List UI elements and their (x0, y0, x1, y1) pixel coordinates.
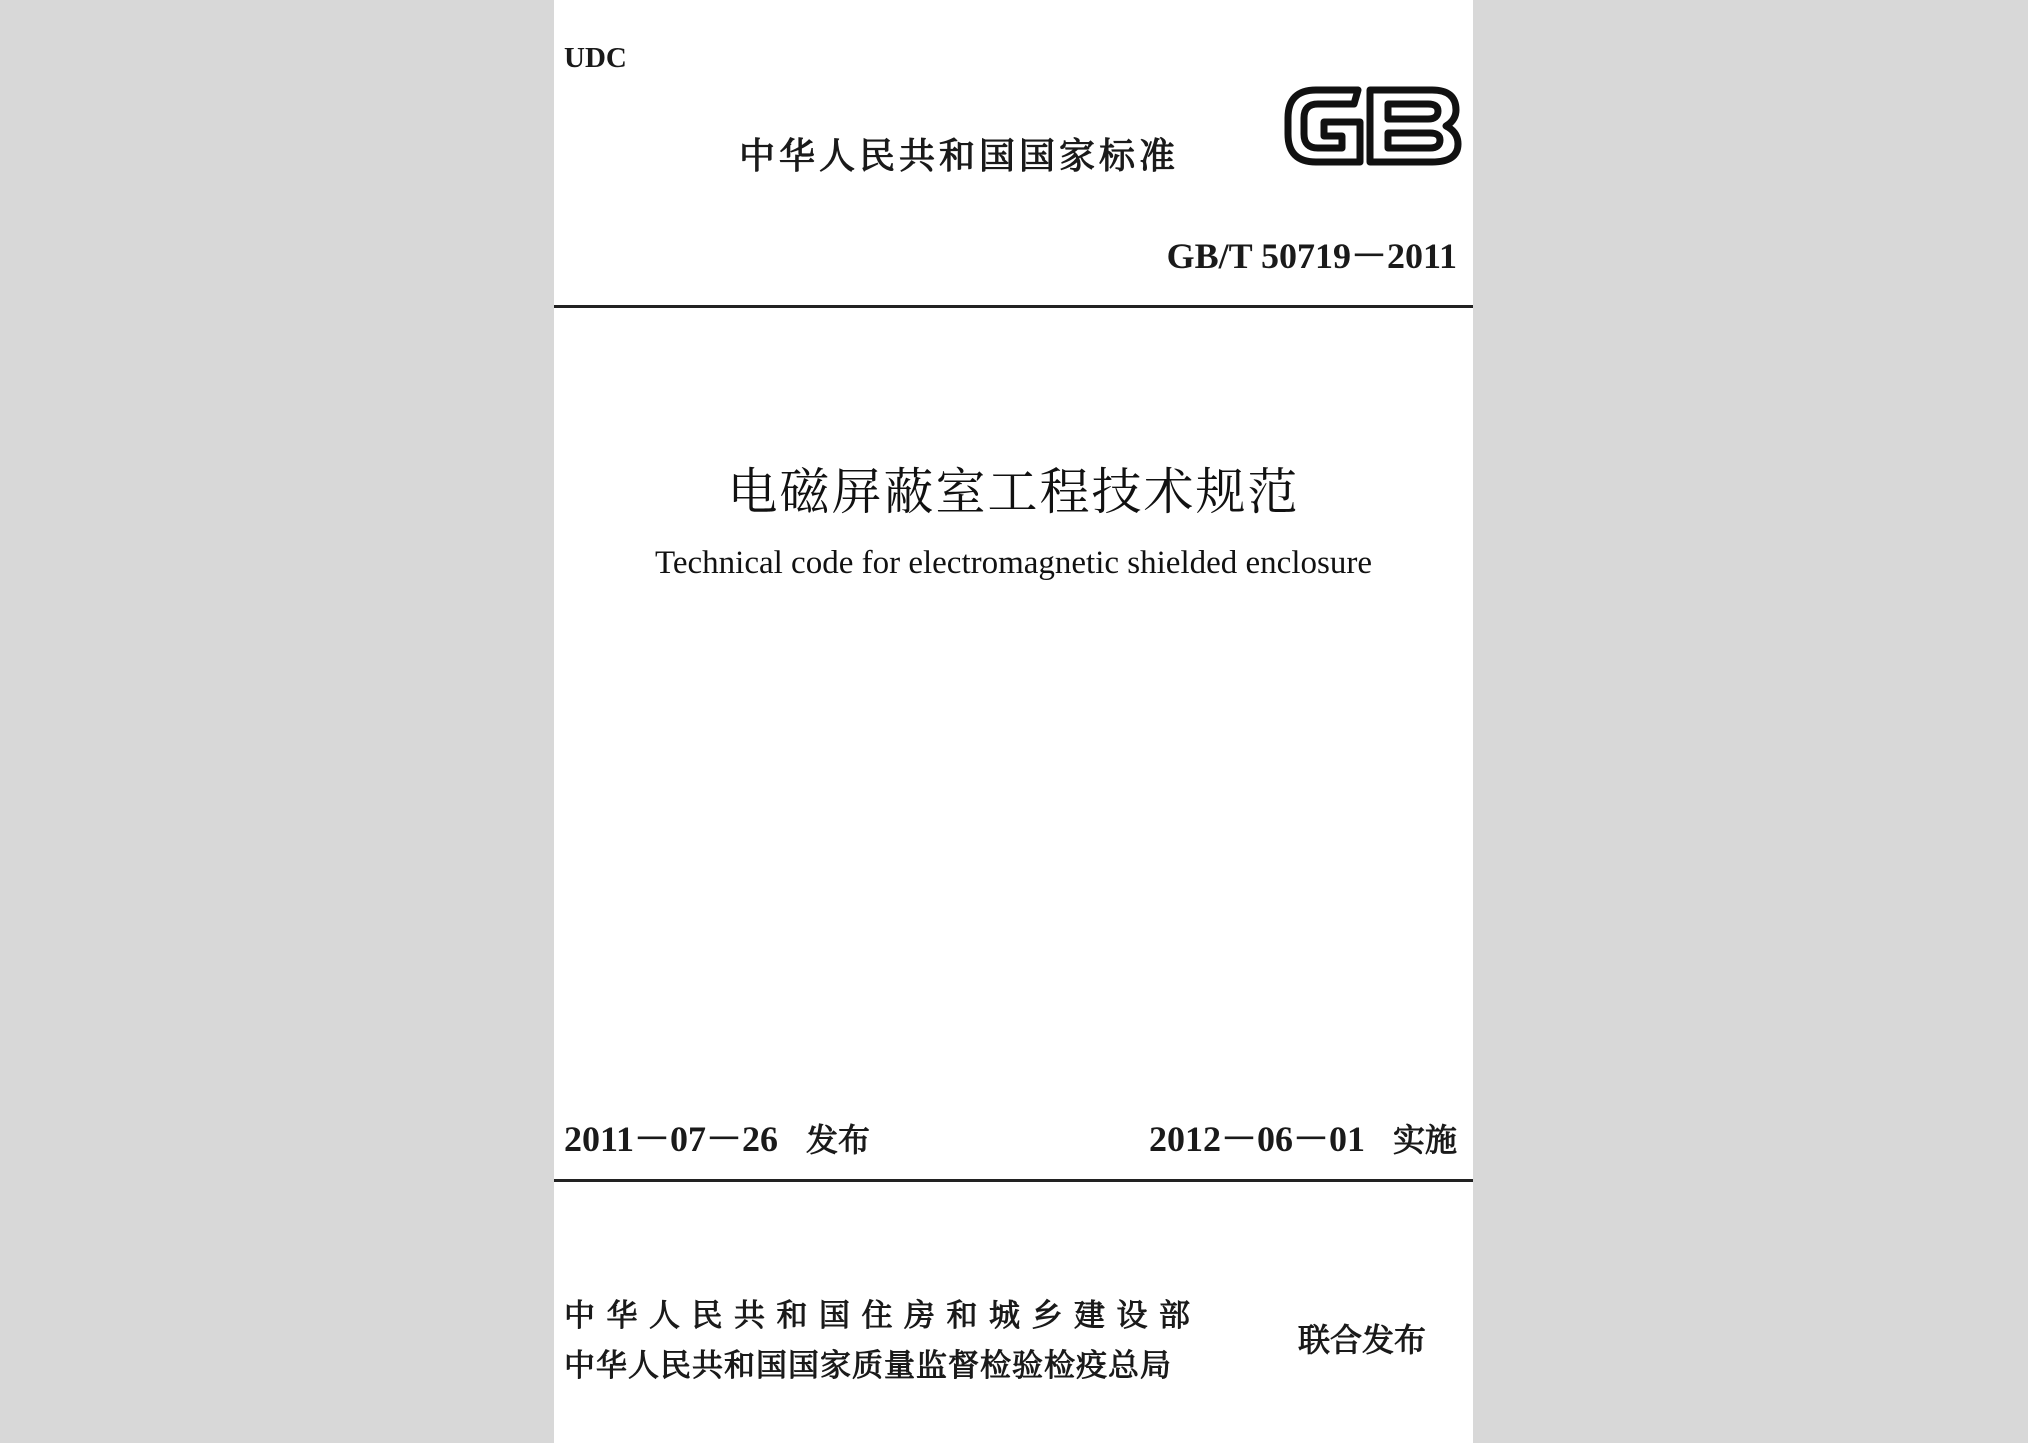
national-standard-heading: 中华人民共和国国家标准 (739, 136, 1180, 177)
implement-date-line (1149, 1111, 1457, 1162)
standard-number: GB/T 50719－2011 (1166, 236, 1457, 276)
publisher-line-1: 中华人民共和国住房和城乡建设部 (564, 1298, 1202, 1334)
issue-label: 发布 (806, 1121, 871, 1159)
joint-publish-label: 联合发布 (1298, 1321, 1427, 1359)
issue-date: 2011－07－26 (564, 1119, 779, 1159)
issue-date-line (564, 1111, 870, 1162)
document-cover (554, 0, 1473, 1443)
bottom-divider (554, 1179, 1473, 1182)
top-divider (554, 305, 1473, 308)
udc-label: UDC (564, 42, 627, 74)
title-english: Technical code for electromagnetic shielded enclosure (655, 545, 1372, 581)
gb-logo-icon (1280, 76, 1464, 176)
publisher-line-2: 中华人民共和国国家质量监督检验检疫总局 (564, 1348, 1172, 1384)
implement-date: 2012－06－01 (1148, 1119, 1365, 1159)
title-chinese: 电磁屏蔽室工程技术规范 (727, 463, 1300, 521)
implement-label: 实施 (1392, 1121, 1457, 1159)
